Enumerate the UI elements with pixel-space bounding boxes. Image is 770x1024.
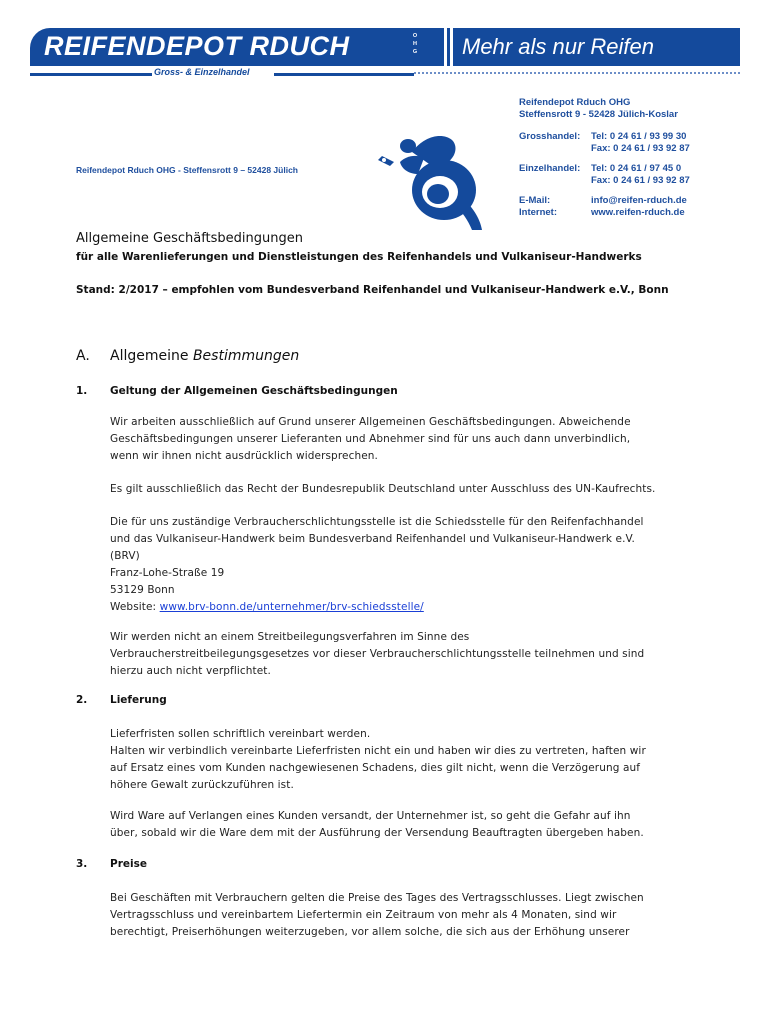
- schiedsstelle-link[interactable]: www.brv-bonn.de/unternehmer/brv-schiedsstelle/: [159, 601, 424, 613]
- text-line: Franz-Lohe-Straße 19: [110, 567, 225, 579]
- section-a-title: [110, 348, 299, 364]
- text-line: über, sobald wir die Ware dem mit der Ausführung der Versendung Beauftragten übergeben haben.: [110, 827, 644, 839]
- text-line: wenn wir ihnen nicht ausdrücklich widersprechen.: [110, 450, 378, 462]
- text-line: Geschäftsbedingungen unserer Lieferanten und Abnehmer sind für uns auch dann unverbindlich,: [110, 433, 631, 445]
- section-a-title-italic: Bestimmungen: [192, 348, 300, 364]
- text-line: Wir arbeiten ausschließlich auf Grund unserer Allgemeinen Geschäftsbedingungen. Abweichende: [110, 416, 631, 428]
- contact-address: Steffensrott 9 - 52428 Jülich-Koslar: [519, 109, 678, 120]
- motorcycle-rider-logo: [372, 122, 507, 242]
- section-a-number: A.: [76, 348, 90, 364]
- contact-company: Reifendepot Rduch OHG: [519, 97, 631, 108]
- grosshandel-row: [519, 131, 687, 143]
- text-line: berechtigt, Preiserhöhungen weiterzugeben, vor allem solche, die sich aus der Erhöhung unserer: [110, 926, 630, 938]
- text-line: (BRV): [110, 550, 140, 562]
- clause-2-number: 2.: [76, 694, 88, 706]
- divider-bars-icon: [442, 28, 456, 66]
- clause-1-number: 1.: [76, 385, 88, 397]
- brand-name: REIFENDEPOT RDUCH: [44, 31, 350, 61]
- clause-1-heading: Geltung der Allgemeinen Geschäftsbedingungen: [110, 385, 398, 397]
- letterhead-banner: [30, 28, 740, 66]
- grosshandel-label: Grosshandel:: [519, 131, 581, 142]
- text-line: Lieferfristen sollen schriftlich vereinbart werden.: [110, 728, 371, 740]
- email-row: [519, 195, 687, 207]
- letterhead-subtitle: Gross- & Einzelhandel: [154, 67, 250, 77]
- clause-1-paragraph-1: [110, 414, 700, 465]
- grosshandel-fax: Fax: 0 24 61 / 93 92 87: [591, 143, 690, 154]
- clause-1-paragraph-3: [110, 514, 700, 616]
- text-line: auf Ersatz eines vom Kunden nachgewiesenen Schadens, dies gilt nicht, wenn die Verzögerung auf: [110, 762, 641, 774]
- internet-label: Internet:: [519, 207, 557, 218]
- clause-3-number: 3.: [76, 858, 88, 870]
- subbar-rule: [30, 73, 152, 76]
- text-line: hierzu auch nicht verpflichtet.: [110, 665, 271, 677]
- letterhead-subbar: [30, 66, 740, 80]
- sender-line: Reifendepot Rduch OHG - Steffensrott 9 – 52428 Jülich: [76, 165, 298, 175]
- text-line: Bei Geschäften mit Verbrauchern gelten die Preise des Tages des Vertragsschlusses. Liegt zwischen: [110, 892, 644, 904]
- website-line: [110, 599, 700, 616]
- website-label: Website:: [110, 601, 160, 613]
- legal-form: OHG: [412, 33, 418, 55]
- tagline: Mehr als nur Reifen: [462, 34, 654, 59]
- email-link[interactable]: info@reifen-rduch.de: [591, 195, 687, 206]
- document-subtitle: für alle Warenlieferungen und Dienstleistungen des Reifenhandels und Vulkaniseur-Handwerks: [76, 251, 642, 263]
- text-line: Die für uns zuständige Verbraucherschlichtungsstelle ist die Schiedsstelle für den Reifenfachhandel: [110, 516, 644, 528]
- text-line: Wird Ware auf Verlangen eines Kunden versandt, der Unternehmer ist, so geht die Gefahr auf ihn: [110, 810, 631, 822]
- text-line: Es gilt ausschließlich das Recht der Bundesrepublik Deutschland unter Ausschluss des UN-Kaufrechts.: [110, 483, 656, 495]
- text-line: Vertragsschluss und vereinbartem Liefertermin ein Zeitraum von mehr als 4 Monaten, sind wir: [110, 909, 617, 921]
- clause-1-paragraph-4: [110, 629, 700, 680]
- clause-2-paragraph-2: [110, 808, 700, 842]
- clause-3-paragraph-1: [110, 890, 700, 941]
- internet-row: [519, 207, 685, 219]
- einzelhandel-label: Einzelhandel:: [519, 163, 581, 174]
- text-line: Verbraucherstreitbeilegungsgesetzes vor dieser Verbraucherschlichtungsstelle teilnehmen und sind: [110, 648, 645, 660]
- document-stand: Stand: 2/2017 – empfohlen vom Bundesverband Reifenhandel und Vulkaniseur-Handwerk e.V., Bonn: [76, 284, 669, 296]
- text-line: und das Vulkaniseur-Handwerk beim Bundesverband Reifenhandel und Vulkaniseur-Handwerk e.V.: [110, 533, 635, 545]
- clause-2-heading: Lieferung: [110, 694, 167, 706]
- einzelhandel-tel: Tel: 0 24 61 / 97 45 0: [591, 163, 682, 174]
- clause-3-heading: Preise: [110, 858, 147, 870]
- grosshandel-tel: Tel: 0 24 61 / 93 99 30: [591, 131, 687, 142]
- section-a-title-plain: Allgemeine: [110, 348, 193, 364]
- subbar-dotted-rule: [414, 72, 740, 78]
- clause-2-paragraph-1: [110, 726, 700, 794]
- text-line: 53129 Bonn: [110, 584, 175, 596]
- text-line: Wir werden nicht an einem Streitbeilegungsverfahren im Sinne des: [110, 631, 470, 643]
- text-line: höhere Gewalt zurückzuführen ist.: [110, 779, 294, 791]
- clause-1-paragraph-2: [110, 481, 700, 498]
- text-line: Halten wir verbindlich vereinbarte Lieferfristen nicht ein und haben wir dies zu vertreten, haften wir: [110, 745, 646, 757]
- email-label: E-Mail:: [519, 195, 551, 206]
- subbar-rule: [274, 73, 414, 76]
- einzelhandel-fax: Fax: 0 24 61 / 93 92 87: [591, 175, 690, 186]
- document-title: Allgemeine Geschäftsbedingungen: [76, 231, 303, 246]
- internet-link[interactable]: www.reifen-rduch.de: [591, 207, 685, 218]
- einzelhandel-row: [519, 163, 682, 175]
